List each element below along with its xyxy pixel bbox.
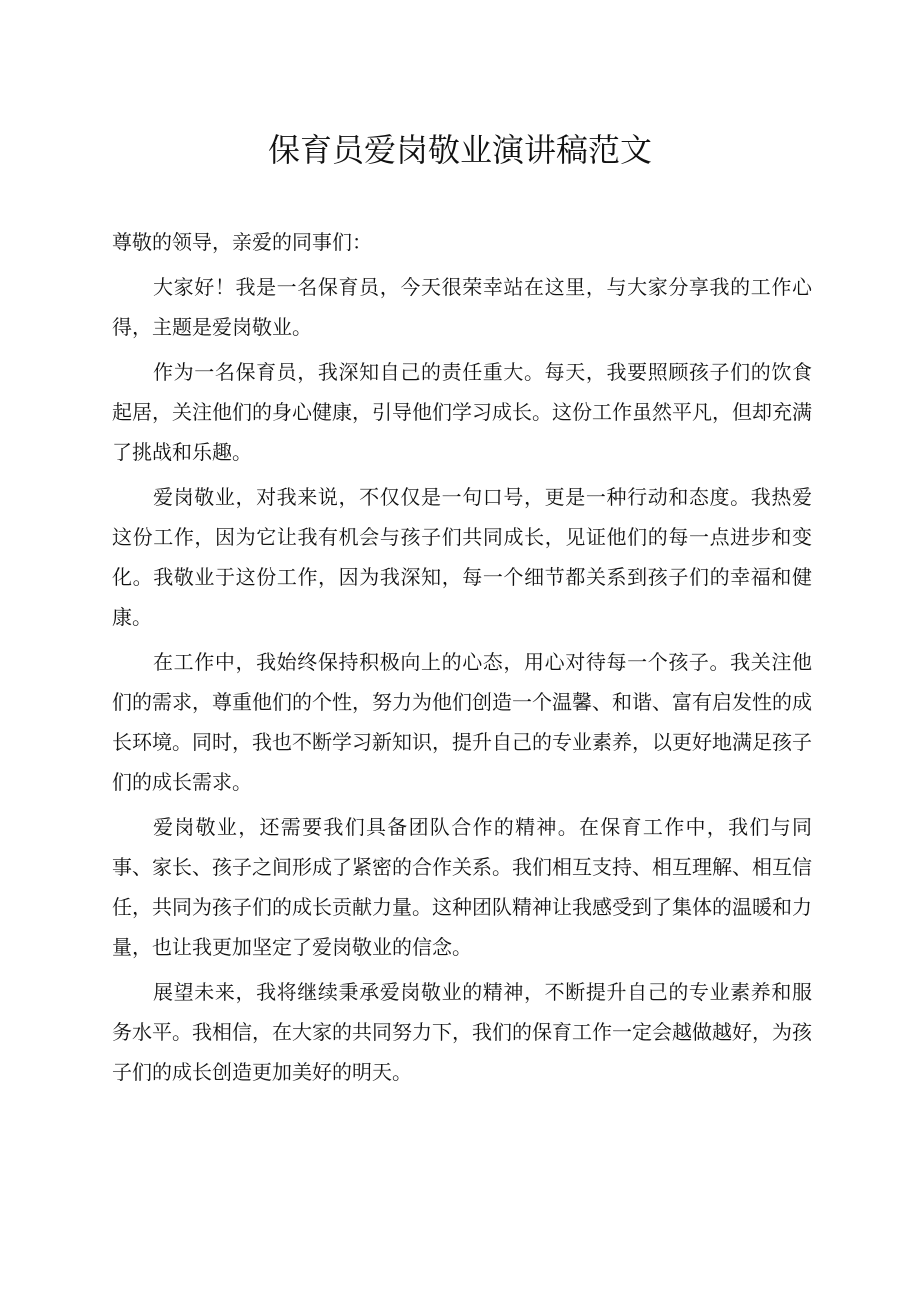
paragraph-outlook: 展望未来，我将继续秉承爱岗敬业的精神，不断提升自己的专业素养和服务水平。我相信，在大家的共同努力下，我们的保育工作一定会越做越好，为孩子们的成长创造更加美好的明天。 [112,980,812,1084]
document-body [112,222,812,1092]
document-title: 保育员爱岗敬业演讲稿范文 [267,131,652,169]
paragraph-work-attitude: 在工作中，我始终保持积极向上的心态，用心对待每一个孩子。我关注他们的需求，尊重他们的个性，努力为他们创造一个温馨、和谐、富有启发性的成长环境。同时，我也不断学习新知识，提升自己的专业素养，以更好地满足孩子们的成长需求。 [112,650,812,794]
paragraph-greeting: 大家好！我是一名保育员，今天很荣幸站在这里，与大家分享我的工作心得，主题是爱岗敬业。 [112,275,812,339]
paragraph-dedication: 爱岗敬业，对我来说，不仅仅是一句口号，更是一种行动和态度。我热爱这份工作，因为它让我有机会与孩子们共同成长，见证他们的每一点进步和变化。我敬业于这份工作，因为我深知，每一个细节都关系到孩子们的幸福和健康。 [112,485,812,629]
salutation: 尊敬的领导，亲爱的同事们： [112,230,372,254]
paragraph-teamwork: 爱岗敬业，还需要我们具备团队合作的精神。在保育工作中，我们与同事、家长、孩子之间形成了紧密的合作关系。我们相互支持、相互理解、相互信任，共同为孩子们的成长贡献力量。这种团队精神让我感受到了集体的温暖和力量，也让我更加坚定了爱岗敬业的信念。 [112,815,812,959]
paragraph-responsibility: 作为一名保育员，我深知自己的责任重大。每天，我要照顾孩子们的饮食起居，关注他们的身心健康，引导他们学习成长。这份工作虽然平凡，但却充满了挑战和乐趣。 [112,360,812,464]
